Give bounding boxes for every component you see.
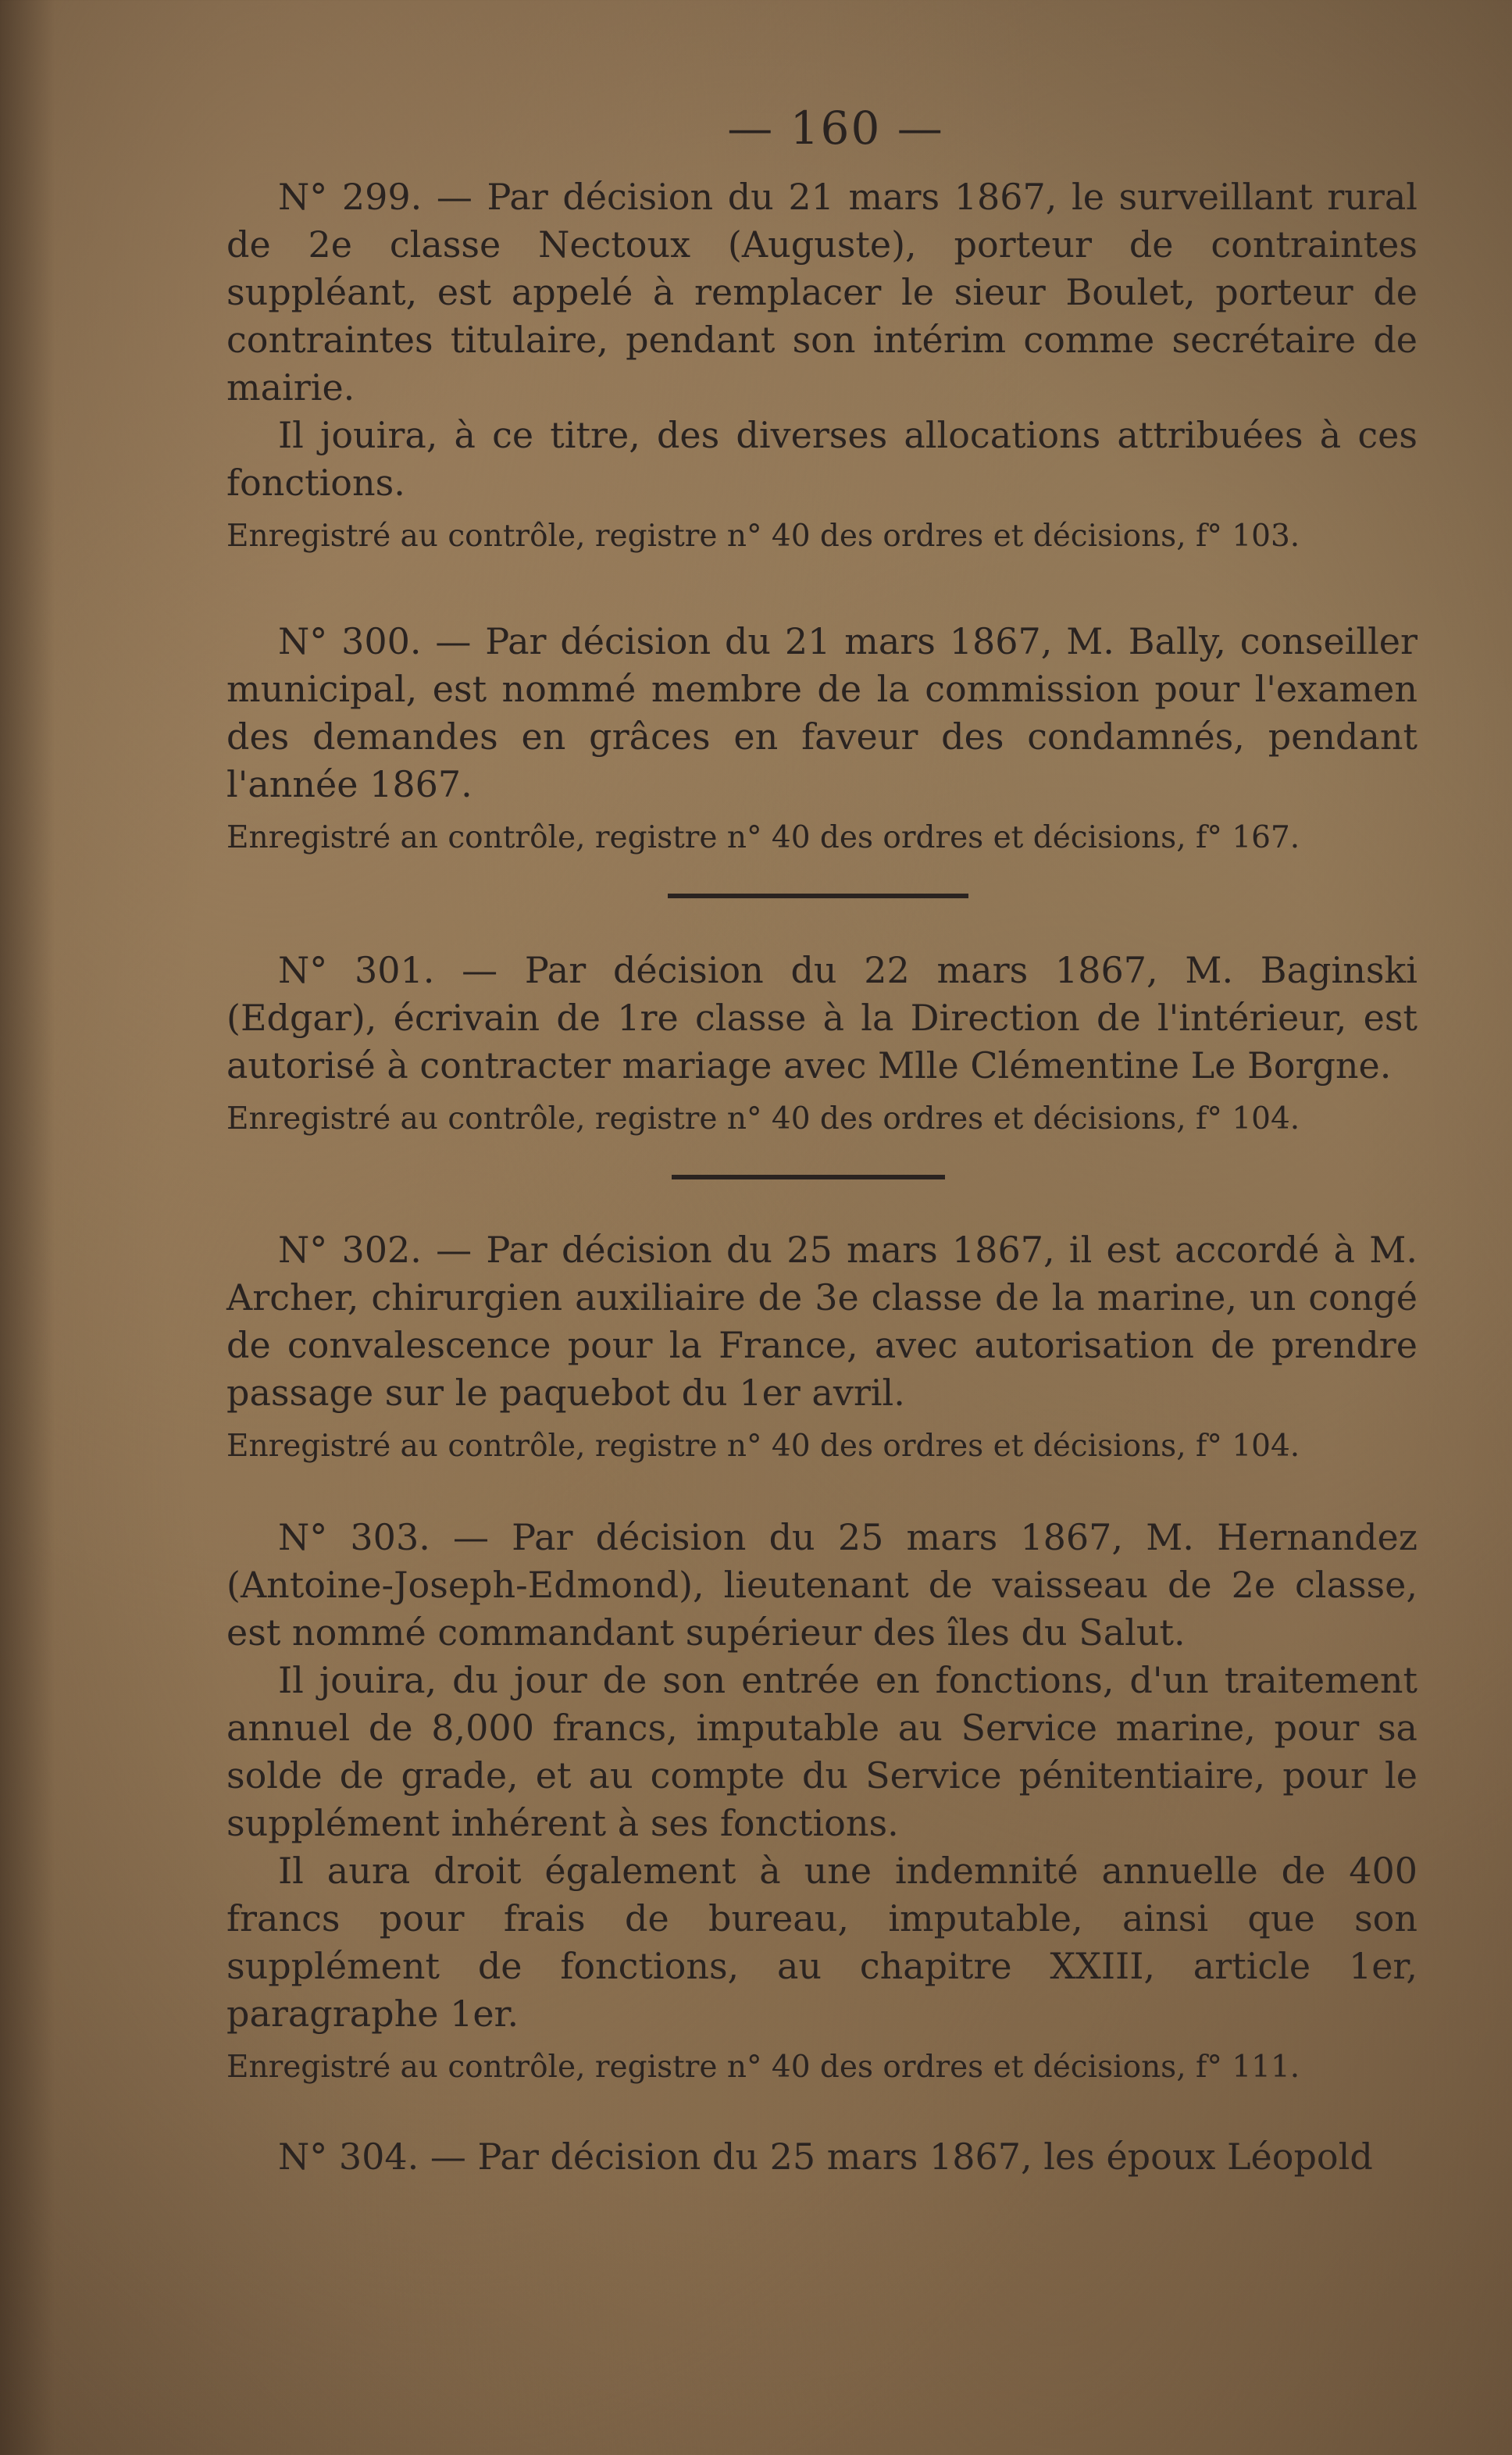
registration-note: Enregistré au contrôle, registre n° 40 des ordres et décisions, f° 111. xyxy=(226,2050,1300,2085)
entry-number: N° 303. xyxy=(278,1516,430,1558)
entry-paragraph xyxy=(226,2133,1418,2181)
decision-entry-304 xyxy=(226,2133,1418,2181)
entry-text: — Par décision du 22 mars 1867, M. Baginski (Edgar), écrivain de 1re classe à la Direction de l'intérieur, est autorisé à contracter mariage avec Mlle Clémentine Le Borgne. xyxy=(226,949,1418,1087)
entry-paragraph xyxy=(226,947,1418,1090)
entry-paragraph xyxy=(226,1226,1418,1417)
decision-entry-300 xyxy=(226,618,1418,858)
registration-note: Enregistré au contrôle, registre n° 40 des ordres et décisions, f° 104. xyxy=(226,1101,1300,1137)
entry-number: N° 302. xyxy=(278,1229,422,1271)
entry-text: — Par décision du 25 mars 1867, les époux Léopold xyxy=(430,2136,1373,2178)
decision-entry-302 xyxy=(226,1226,1418,1467)
entry-paragraph: Il aura droit également à une indemnité annuelle de 400 francs pour frais de bureau, imputable, ainsi que son supplément de fonctions, au chapitre XXIII, article 1er, paragraphe 1er. xyxy=(226,1850,1418,2035)
entry-paragraph: Il jouira, à ce titre, des diverses allocations attribuées à ces fonctions. xyxy=(226,414,1418,504)
registration-note: Enregistré au contrôle, registre n° 40 des ordres et décisions, f° 104. xyxy=(226,1429,1300,1464)
entry-paragraph xyxy=(226,618,1418,808)
entry-number: N° 304. xyxy=(278,2136,419,2178)
entry-paragraph xyxy=(226,1514,1418,1657)
section-divider xyxy=(668,894,968,898)
registration-note: Enregistré an contrôle, registre n° 40 des ordres et décisions, f° 167. xyxy=(226,820,1300,855)
registration-note: Enregistré au contrôle, registre n° 40 des ordres et décisions, f° 103. xyxy=(226,519,1300,554)
entry-number: N° 300. xyxy=(278,620,422,662)
entry-number: N° 301. xyxy=(278,949,435,991)
entry-text: — Par décision du 21 mars 1867, le surveillant rural de 2e classe Nectoux (Auguste), porteur de contraintes suppléant, est appelé à remplacer le sieur Boulet, porteur de contraintes titulaire, pendant son intérim comme secrétaire de mairie. xyxy=(226,176,1418,409)
entry-paragraph: Il jouira, du jour de son entrée en fonctions, d'un traitement annuel de 8,000 francs, imputable au Service marine, pour sa solde de grade, et au compte du Service pénitentiaire, pour le supplément inhérent à ses fonctions. xyxy=(226,1659,1418,1844)
entry-text: — Par décision du 21 mars 1867, M. Bally, conseiller municipal, est nommé membre de la commission pour l'examen des demandes en grâces en faveur des condamnés, pendant l'année 1867. xyxy=(226,620,1418,805)
page-body xyxy=(226,173,1418,2181)
decision-entry-301 xyxy=(226,947,1418,1140)
entry-text: — Par décision du 25 mars 1867, M. Hernandez (Antoine-Joseph-Edmond), lieutenant de vaisseau de 2e classe, est nommé commandant supérieur des îles du Salut. xyxy=(226,1516,1418,1654)
entry-text: — Par décision du 25 mars 1867, il est accordé à M. Archer, chirurgien auxiliaire de 3e classe de la marine, un congé de convalescence pour la France, avec autorisation de prendre passage sur le paquebot du 1er avril. xyxy=(226,1229,1418,1414)
entry-number: N° 299. xyxy=(278,176,423,218)
decision-entry-299 xyxy=(226,173,1418,557)
entry-paragraph xyxy=(226,173,1418,412)
section-divider xyxy=(672,1175,945,1179)
page-number: — 160 — xyxy=(727,102,944,155)
page-edge-shadow xyxy=(0,0,55,2455)
decision-entry-303 xyxy=(226,1514,1418,2088)
